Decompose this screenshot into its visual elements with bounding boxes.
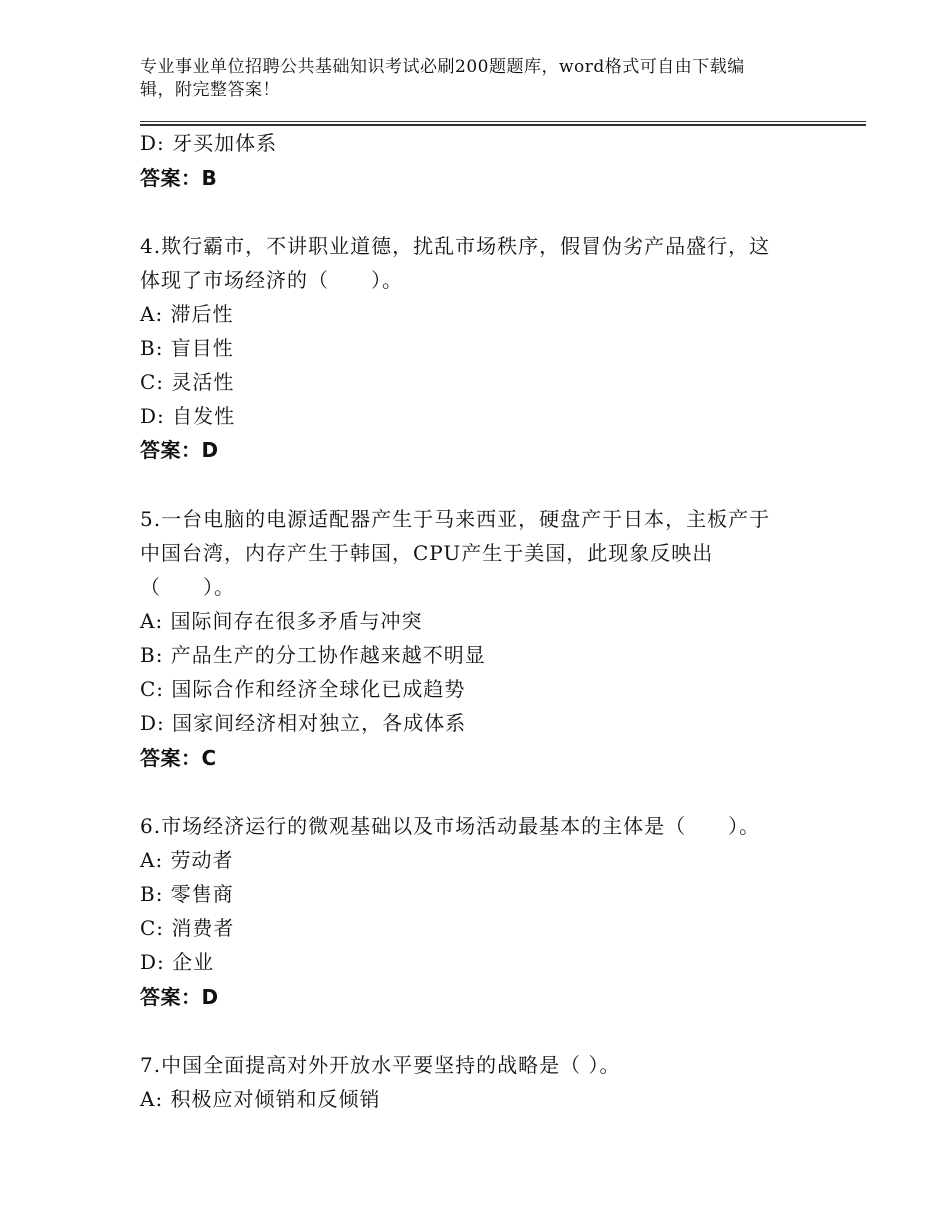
q5-stem-line-2: 中国台湾，内存产生于韩国，CPU产生于美国，此现象反映出 xyxy=(140,541,714,565)
header-divider xyxy=(140,121,866,126)
q5-option-b: B: 产品生产的分工协作越来越不明显 xyxy=(140,643,486,667)
q4-option-d: D: 自发性 xyxy=(140,404,236,428)
q4-option-c: C: 灵活性 xyxy=(140,370,235,394)
header-line-2: 辑，附完整答案！ xyxy=(140,80,280,100)
q4-option-b: B: 盲目性 xyxy=(140,336,234,360)
q7-option-a: A: 积极应对倾销和反倾销 xyxy=(140,1087,381,1111)
document-header xyxy=(140,56,820,102)
q6-stem-line-1: 6.市场经济运行的微观基础以及市场活动最基本的主体是（ ）。 xyxy=(140,814,761,838)
q5-option-c: C: 国际合作和经济全球化已成趋势 xyxy=(140,677,466,701)
q5-answer: 答案：C xyxy=(140,746,217,770)
q7-stem-line-1: 7.中国全面提高对外开放水平要坚持的战略是（ ）。 xyxy=(140,1053,621,1077)
q6-option-d: D: 企业 xyxy=(140,950,215,974)
q4-option-a: A: 滞后性 xyxy=(140,302,234,326)
q5-option-a: A: 国际间存在很多矛盾与冲突 xyxy=(140,609,423,633)
q3-answer: 答案：B xyxy=(140,166,218,190)
q3-option-d: D: 牙买加体系 xyxy=(140,131,278,155)
q6-answer: 答案：D xyxy=(140,985,219,1009)
q5-stem-line-1: 5.一台电脑的电源适配器产生于马来西亚，硬盘产于日本，主板产于 xyxy=(140,507,771,531)
q6-option-c: C: 消费者 xyxy=(140,916,235,940)
q6-option-b: B: 零售商 xyxy=(140,882,234,906)
q4-stem-line-1: 4.欺行霸市，不讲职业道德，扰乱市场秩序，假冒伪劣产品盛行，这 xyxy=(140,234,771,258)
q6-option-a: A: 劳动者 xyxy=(140,848,234,872)
header-line-1: 专业事业单位招聘公共基础知识考试必刷200题题库，word格式可自由下载编 xyxy=(140,57,745,77)
q4-stem-line-2: 体现了市场经济的（ ）。 xyxy=(140,268,403,292)
q5-stem-line-3: （ ）。 xyxy=(140,575,235,599)
q4-answer: 答案：D xyxy=(140,438,219,462)
q5-option-d: D: 国家间经济相对独立，各成体系 xyxy=(140,711,467,735)
